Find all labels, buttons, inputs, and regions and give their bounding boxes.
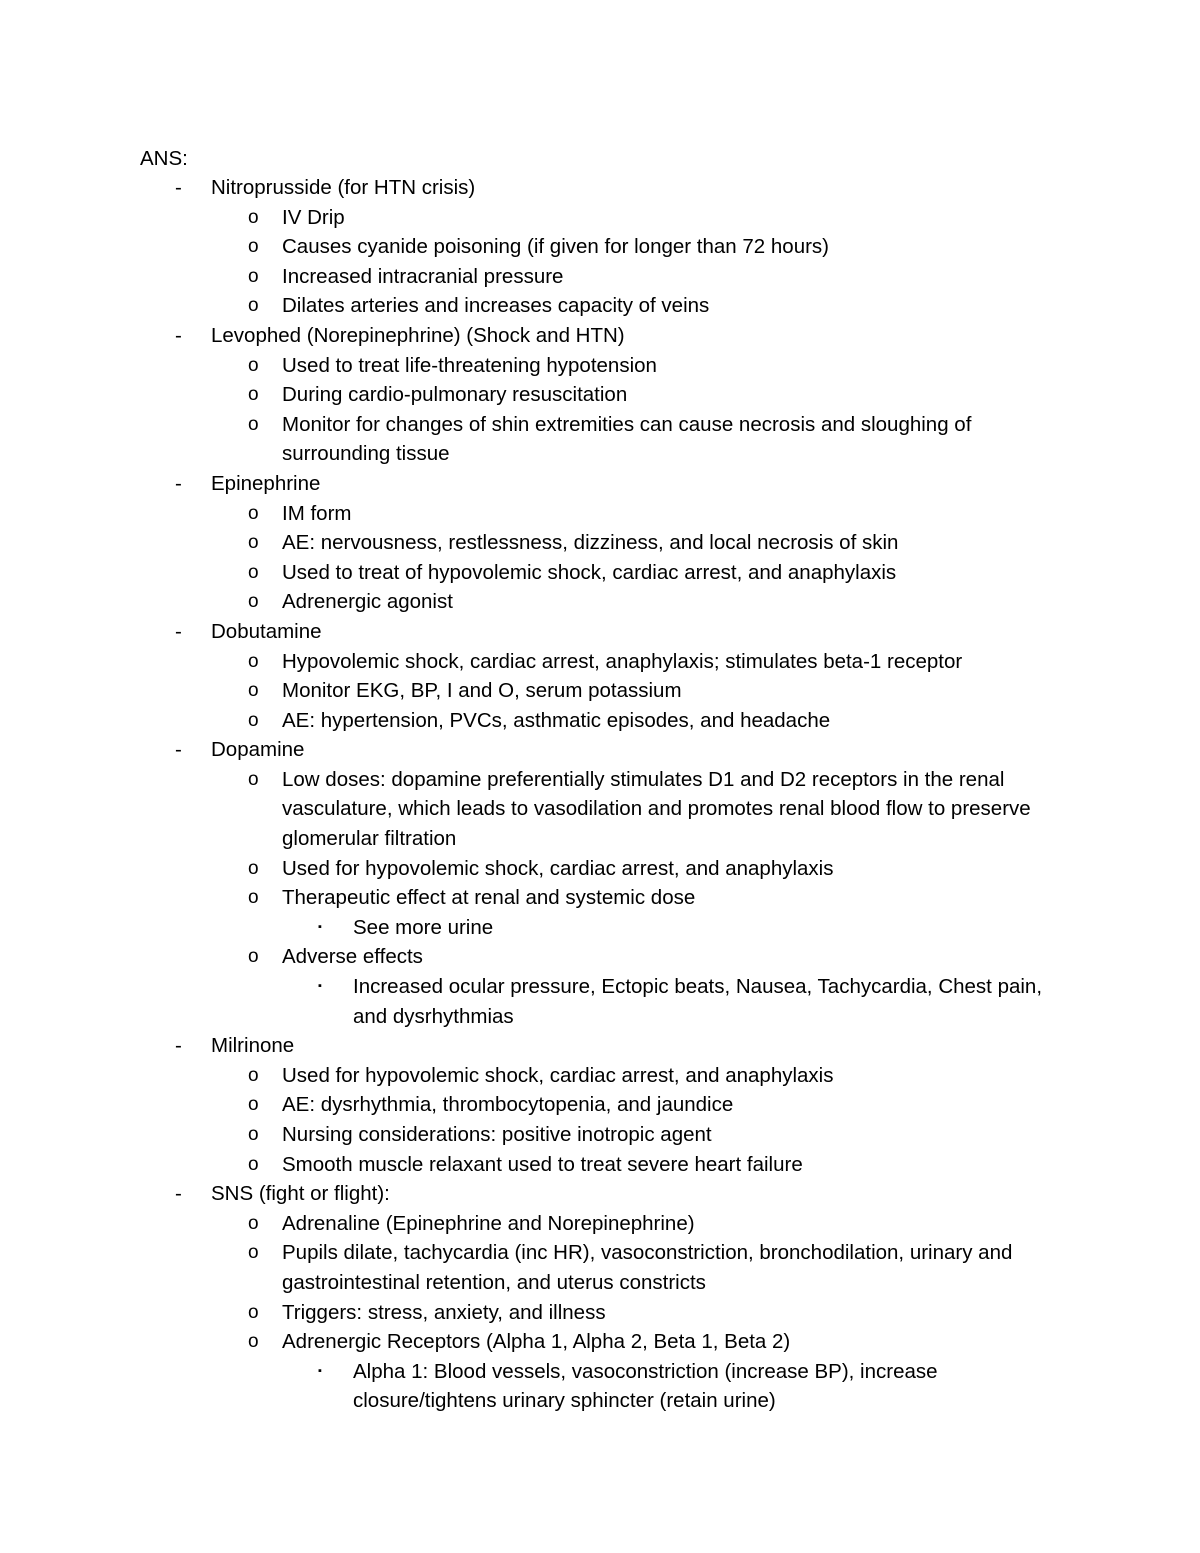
section-heading [0, 735, 1200, 765]
list-item [0, 203, 1200, 233]
circle-bullet: o [248, 1212, 259, 1234]
circle-bullet: o [248, 1331, 259, 1353]
circle-bullet: o [248, 265, 259, 287]
dash-bullet: - [175, 176, 182, 199]
list-item-text: IM form [282, 501, 352, 525]
section-heading [0, 173, 1200, 203]
dash-bullet: - [175, 1182, 182, 1206]
list-item-text: Monitor EKG, BP, I and O, serum potassium [282, 679, 682, 703]
list-item-text: IV Drip [282, 205, 345, 229]
list-item-text: Adrenergic agonist [282, 590, 453, 614]
section-heading [0, 321, 1200, 351]
circle-bullet: o [248, 680, 259, 702]
list-item-text: Therapeutic effect at renal and systemic dose [282, 886, 696, 910]
section-heading [0, 1031, 1200, 1061]
circle-bullet: o [248, 768, 259, 790]
list-item [0, 854, 1200, 884]
section-title: Dopamine [211, 738, 305, 762]
section-title: Milrinone [211, 1034, 295, 1058]
list-item-text: Increased intracranial pressure [282, 264, 564, 288]
list-item [0, 558, 1200, 588]
list-item [0, 1090, 1200, 1120]
list-item-text: AE: dysrhythmia, thrombocytopenia, and jaundice [282, 1093, 734, 1117]
list-item [0, 647, 1200, 677]
list-item [0, 410, 1200, 469]
list-item [0, 1298, 1200, 1328]
sub-list-item-text: Increased ocular pressure, Ectopic beats, Nausea, Tachycardia, Chest pain, and dysrhythmias [353, 975, 1043, 1028]
list-item [0, 499, 1200, 529]
circle-bullet: o [248, 946, 259, 968]
section-title: Dobutamine [211, 619, 322, 643]
section-heading [0, 469, 1200, 499]
list-item-text: Monitor for changes of shin extremities can cause necrosis and sloughing of surrounding tissue [282, 412, 972, 466]
list-item-text: Adverse effects [282, 945, 423, 969]
list-item-text: Pupils dilate, tachycardia (inc HR), vasoconstriction, bronchodilation, urinary and gastrointestinal retention, and uterus constricts [282, 1241, 1013, 1294]
list-item [0, 291, 1200, 321]
circle-bullet: o [248, 1064, 259, 1086]
list-item [0, 262, 1200, 292]
list-item [0, 1238, 1200, 1297]
section-title: Nitroprusside (for HTN crisis) [211, 176, 476, 199]
circle-bullet: o [248, 206, 259, 228]
circle-bullet: o [248, 650, 259, 672]
list-item [0, 706, 1200, 736]
list-item [0, 765, 1200, 854]
sub-list-item [0, 972, 1200, 1031]
page-heading: ANS: [140, 147, 188, 170]
sub-list-item [0, 913, 1200, 943]
list-item-text: Adrenaline (Epinephrine and Norepinephrine) [282, 1211, 695, 1235]
list-item-text: Adrenergic Receptors (Alpha 1, Alpha 2, Beta 1, Beta 2) [282, 1330, 791, 1354]
circle-bullet: o [248, 502, 259, 524]
dash-bullet: - [175, 619, 182, 643]
list-item [0, 1327, 1200, 1357]
dash-bullet: - [175, 1034, 182, 1058]
list-item-text: Used to treat life-threatening hypotension [282, 353, 657, 377]
list-item-text: Used for hypovolemic shock, cardiac arrest, and anaphylaxis [282, 856, 834, 880]
sub-list-item-text: Alpha 1: Blood vessels, vasoconstriction (increase BP), increase closure/tightens urinary sphincter (retain urine) [353, 1359, 938, 1413]
square-bullet: ▪ [318, 1364, 322, 1377]
circle-bullet: o [248, 591, 259, 613]
list-item-text: Nursing considerations: positive inotropic agent [282, 1123, 712, 1146]
section-title: Levophed (Norepinephrine) (Shock and HTN) [211, 323, 625, 347]
list-item [0, 1209, 1200, 1239]
circle-bullet: o [248, 887, 259, 909]
list-item-text: Used for hypovolemic shock, cardiac arrest, and anaphylaxis [282, 1063, 834, 1087]
circle-bullet: o [248, 1094, 259, 1116]
section-heading [0, 617, 1200, 647]
circle-bullet: o [248, 413, 259, 435]
circle-bullet: o [248, 295, 259, 317]
list-item-text: Used to treat of hypovolemic shock, cardiac arrest, and anaphylaxis [282, 560, 897, 584]
list-item-text: Triggers: stress, anxiety, and illness [282, 1300, 606, 1324]
dash-bullet: - [175, 471, 182, 495]
circle-bullet: o [248, 1242, 259, 1264]
list-item-text: Dilates arteries and increases capacity of veins [282, 294, 710, 318]
section-title: SNS (fight or flight): [211, 1182, 390, 1206]
list-item [0, 528, 1200, 558]
list-item [0, 676, 1200, 706]
circle-bullet: o [248, 1124, 259, 1145]
circle-bullet: o [248, 709, 259, 731]
notes-outline [0, 173, 1200, 1416]
list-item [0, 232, 1200, 262]
circle-bullet: o [248, 1301, 259, 1323]
list-item [0, 1150, 1200, 1180]
list-item-text: Hypovolemic shock, cardiac arrest, anaphylaxis; stimulates beta-1 receptor [282, 649, 963, 673]
section-title: Epinephrine [211, 471, 321, 495]
circle-bullet: o [248, 354, 259, 376]
circle-bullet: o [248, 532, 259, 554]
circle-bullet: o [248, 857, 259, 879]
circle-bullet: o [248, 561, 259, 583]
list-item [0, 1061, 1200, 1091]
square-bullet: ▪ [318, 980, 322, 993]
list-item-text: AE: hypertension, PVCs, asthmatic episodes, and headache [282, 708, 831, 732]
dash-bullet: - [175, 323, 182, 347]
list-item-text: During cardio-pulmonary resuscitation [282, 383, 628, 407]
square-bullet: ▪ [318, 920, 322, 933]
list-item [0, 380, 1200, 410]
circle-bullet: o [248, 384, 259, 406]
list-item [0, 351, 1200, 381]
list-item [0, 587, 1200, 617]
list-item [0, 942, 1200, 972]
sub-list-item [0, 1357, 1200, 1416]
list-item [0, 1120, 1200, 1150]
circle-bullet: o [248, 236, 259, 258]
section-heading [0, 1179, 1200, 1209]
list-item [0, 883, 1200, 913]
list-item-text: Causes cyanide poisoning (if given for longer than 72 hours) [282, 235, 829, 259]
dash-bullet: - [175, 738, 182, 762]
list-item-text: Smooth muscle relaxant used to treat severe heart failure [282, 1152, 803, 1176]
list-item-text: Low doses: dopamine preferentially stimulates D1 and D2 receptors in the renal vasculature, which leads to vasodilation and promotes renal blood flow to preserve glomerular filtration [282, 767, 1031, 851]
list-item-text: AE: nervousness, restlessness, dizziness, and local necrosis of skin [282, 531, 899, 555]
circle-bullet: o [248, 1153, 259, 1175]
sub-list-item-text: See more urine [353, 915, 494, 939]
